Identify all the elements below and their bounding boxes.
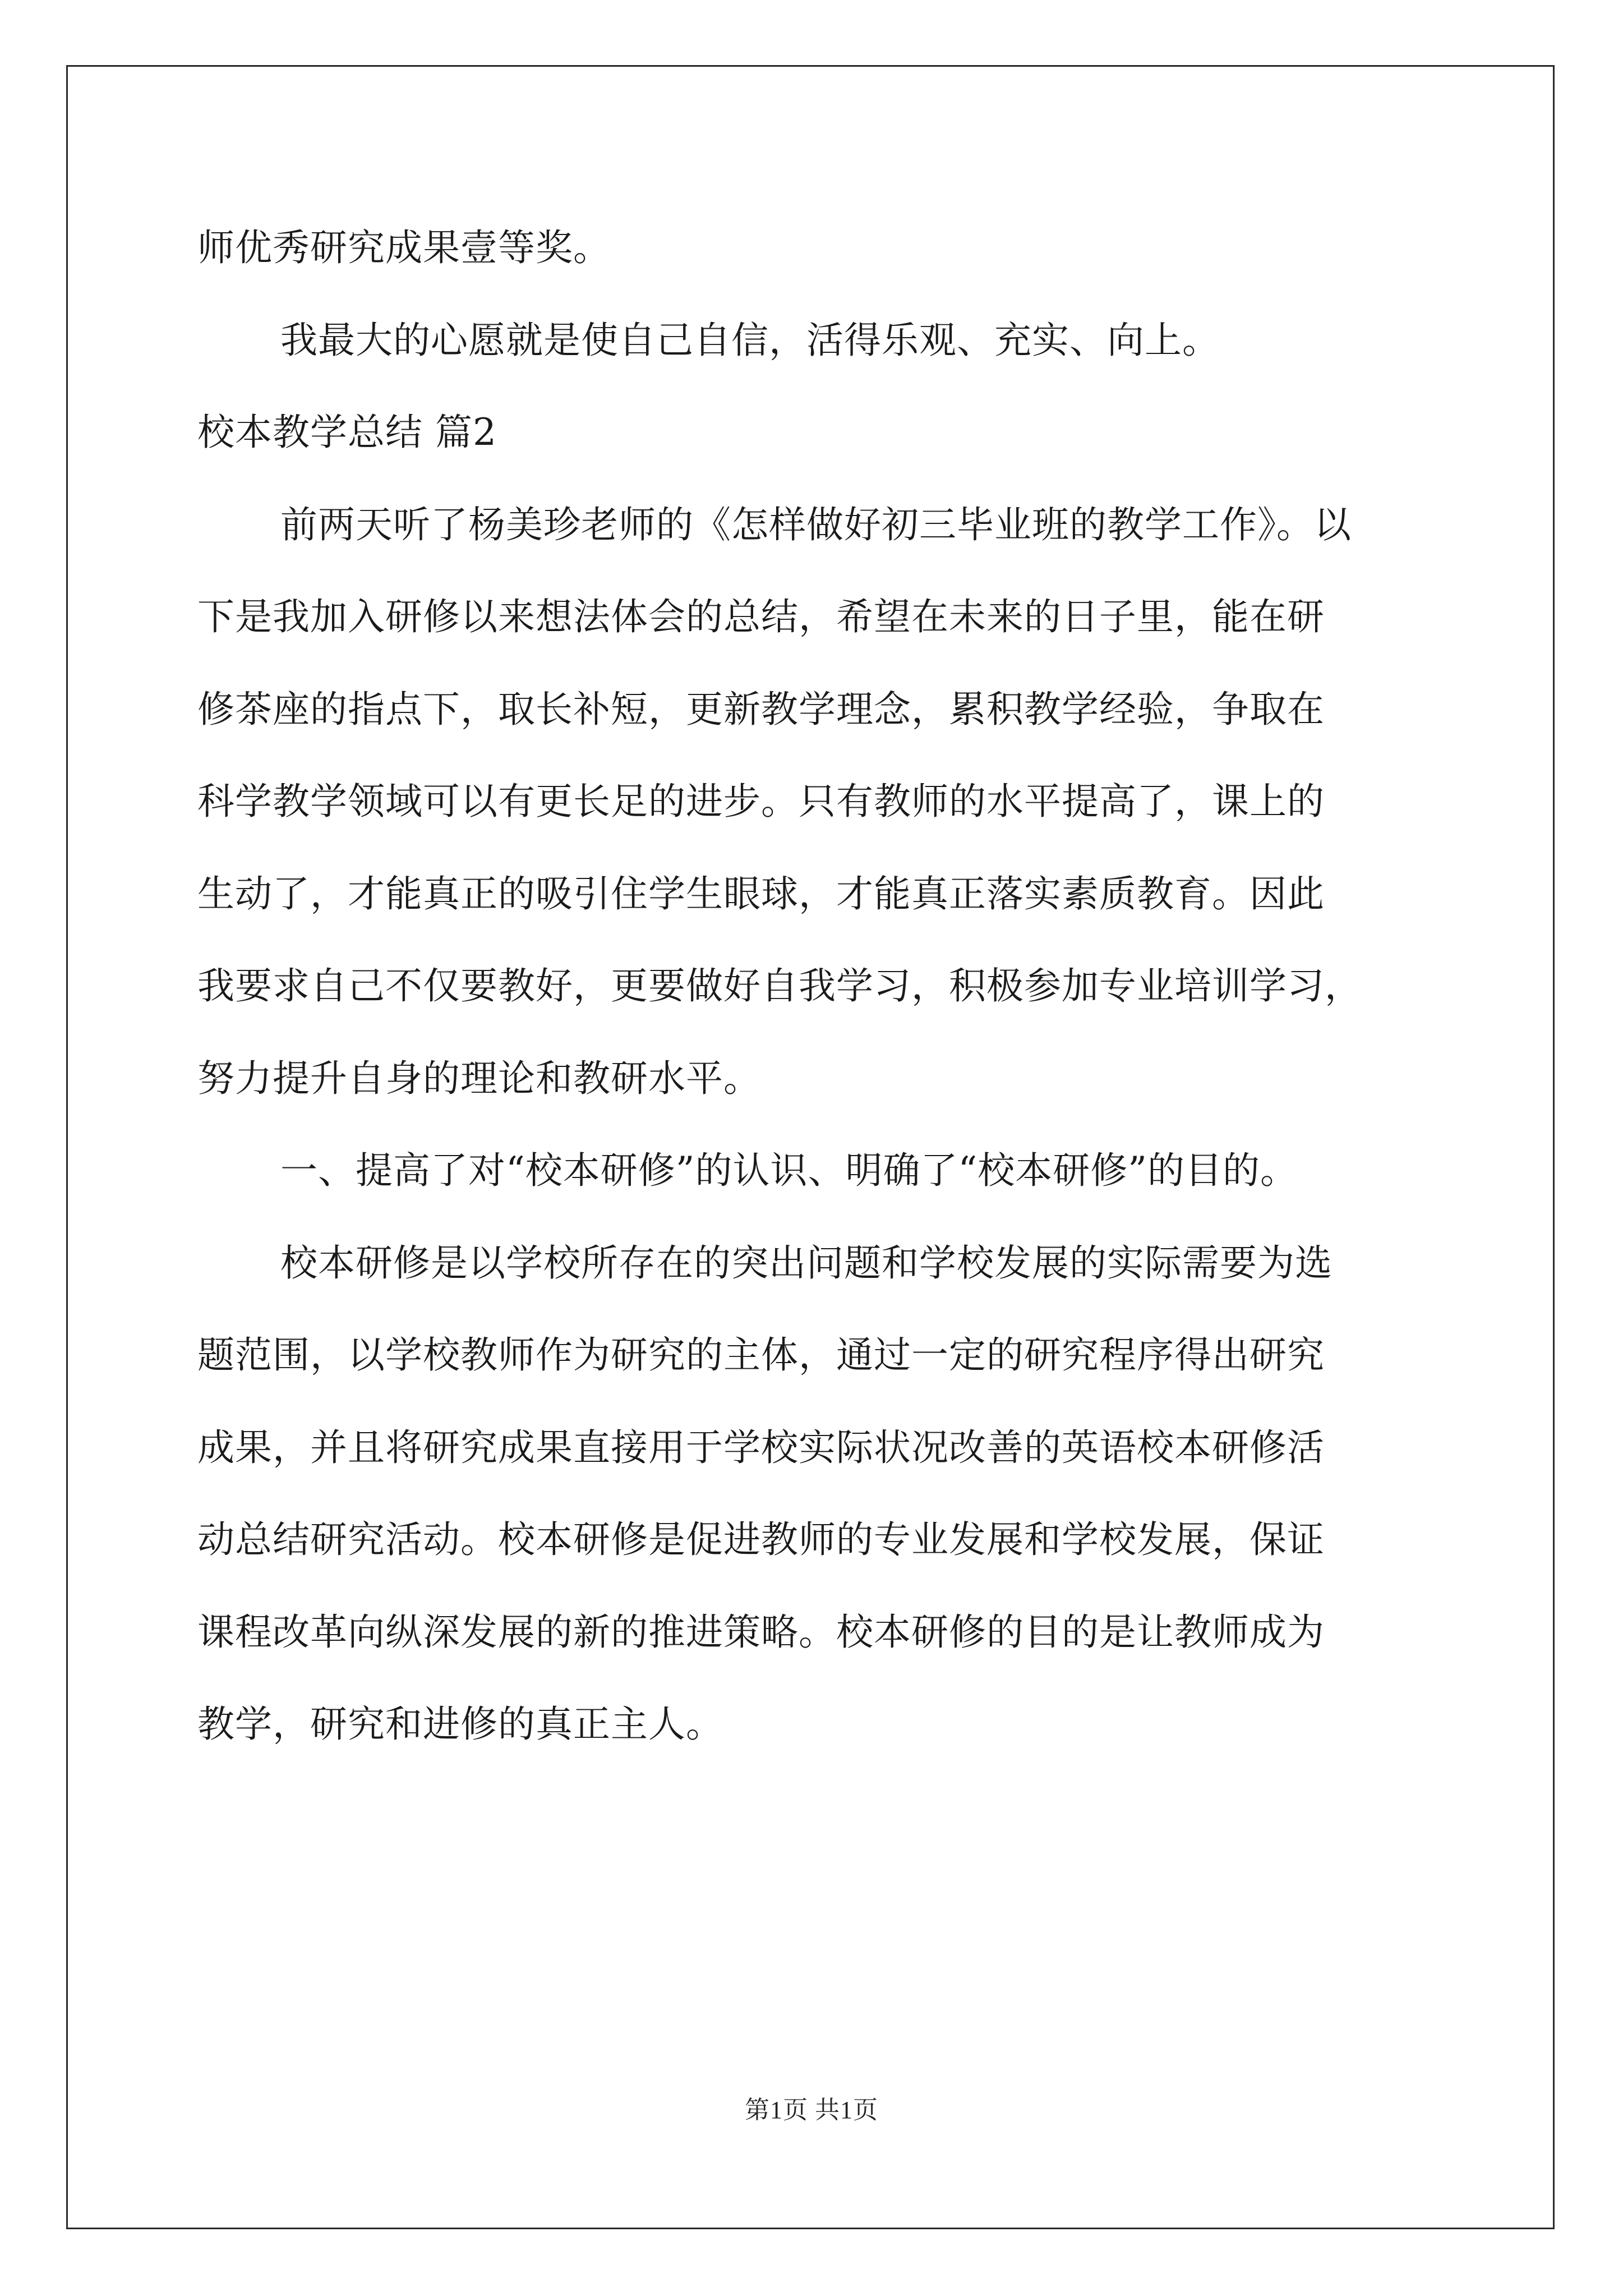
text-line: 努力提升自身的理论和教研水平。 <box>197 1056 761 1100</box>
text-line: 前两天听了杨美珍老师的《怎样做好初三毕业班的教学工作》。以 <box>280 503 1352 546</box>
text-line: 生动了，才能真正的吸引住学生眼球，才能真正落实素质教育。因此 <box>197 872 1325 915</box>
text-line: 教学，研究和进修的真正主人。 <box>197 1703 723 1746</box>
text-line: 一、提高了对“校本研修”的认识、明确了“校本研修”的目的。 <box>280 1149 1298 1192</box>
text-line: 我要求自己不仅要教好，更要做好自我学习，积极参加专业培训学习， <box>197 964 1362 1007</box>
text-line: 成果，并且将研究成果直接用于学校实际状况改善的英语校本研修活 <box>197 1425 1325 1469</box>
text-line: 题范围，以学校教师作为研究的主体，通过一定的研究程序得出研究 <box>197 1333 1325 1377</box>
text-line: 我最大的心愿就是使自己自信，活得乐观、充实、向上。 <box>280 318 1220 362</box>
page-footer: 第1页 共1页 <box>745 2096 878 2124</box>
text-line: 校本研修是以学校所存在的突出问题和学校发展的实际需要为选 <box>280 1241 1332 1285</box>
text-line: 课程改革向纵深发展的新的推进策略。校本研修的目的是让教师成为 <box>197 1610 1325 1654</box>
text-line: 下是我加入研修以来想法体会的总结，希望在未来的日子里，能在研 <box>197 595 1325 638</box>
text-line: 师优秀研究成果壹等奖。 <box>197 226 611 269</box>
text-line: 动总结研究活动。校本研修是促进教师的专业发展和学校发展，保证 <box>197 1518 1325 1561</box>
section-heading: 校本教学总结 篇2 <box>197 411 497 454</box>
text-line: 修茶座的指点下，取长补短，更新教学理念，累积教学经验，争取在 <box>197 687 1325 731</box>
text-line: 科学教学领域可以有更长足的进步。只有教师的水平提高了，课上的 <box>197 780 1325 823</box>
document-body <box>197 202 1420 1771</box>
